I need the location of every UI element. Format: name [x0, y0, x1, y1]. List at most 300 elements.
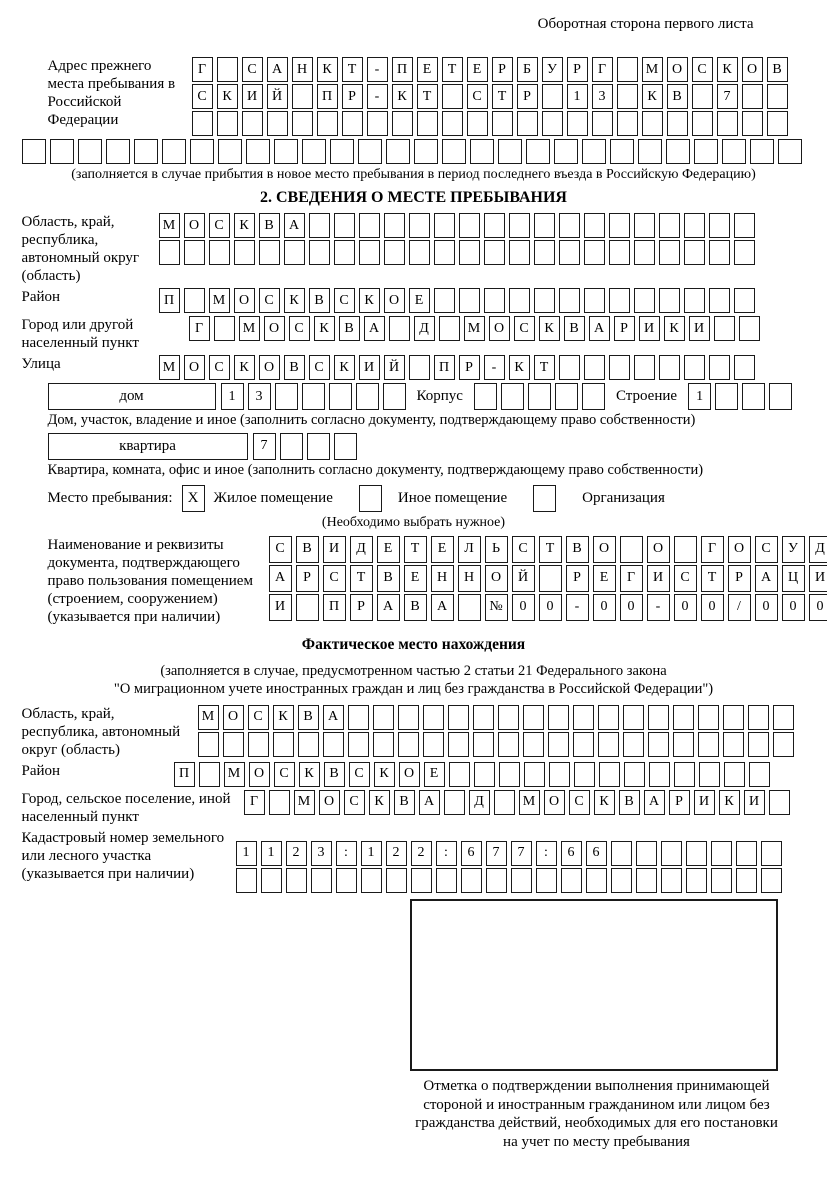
stamp-area — [410, 899, 784, 1152]
char-cell — [648, 732, 669, 757]
char-cell — [524, 762, 545, 787]
char-cell — [284, 240, 305, 265]
char-cell — [184, 288, 205, 313]
page-header-note: Оборотная сторона первого листа — [537, 16, 754, 32]
char-cell: П — [159, 288, 180, 313]
char-cell — [692, 111, 713, 136]
prev-address-grid — [192, 57, 806, 136]
char-cell: М — [198, 705, 219, 730]
district-row — [159, 288, 755, 313]
char-cell: О — [485, 565, 508, 592]
char-cell: 1 — [261, 841, 282, 866]
char-cell — [342, 111, 363, 136]
char-cell — [267, 111, 288, 136]
char-cell — [554, 139, 578, 164]
char-cell: К — [273, 705, 294, 730]
street-label: Улица — [21, 356, 61, 373]
char-cell — [259, 240, 280, 265]
char-cell — [449, 762, 470, 787]
fact-city-field — [22, 790, 806, 826]
char-cell — [302, 139, 326, 164]
char-cell: Р — [492, 57, 513, 82]
char-cell — [523, 705, 544, 730]
region-label: Область, край, республика, автономный округ (область) — [21, 214, 140, 285]
char-cell: П — [174, 762, 195, 787]
char-cell: И — [359, 355, 380, 380]
char-cell — [592, 111, 613, 136]
char-cell: : — [536, 841, 557, 866]
char-cell: О — [223, 705, 244, 730]
char-cell — [542, 84, 563, 109]
char-cell — [218, 139, 242, 164]
char-cell: Н — [431, 565, 454, 592]
char-cell — [356, 383, 379, 410]
char-cell: Н — [458, 565, 481, 592]
char-cell — [536, 868, 557, 893]
char-cell — [694, 139, 718, 164]
char-cell: Г — [592, 57, 613, 82]
char-cell — [358, 139, 382, 164]
char-cell — [584, 288, 605, 313]
char-cell — [348, 732, 369, 757]
char-cell — [609, 355, 630, 380]
apartment-type-box: квартира — [48, 433, 248, 460]
char-cell — [773, 705, 794, 730]
char-cell: В — [566, 536, 589, 563]
char-cell — [373, 705, 394, 730]
cadastral-row-1 — [236, 841, 806, 866]
char-cell: М — [159, 355, 180, 380]
char-cell — [459, 240, 480, 265]
char-cell — [634, 355, 655, 380]
char-cell: С — [344, 790, 365, 815]
char-cell: Д — [350, 536, 373, 563]
organization-label: Организация — [582, 490, 665, 507]
char-cell: О — [667, 57, 688, 82]
cadastral-row-2 — [236, 868, 806, 893]
char-cell: И — [242, 84, 263, 109]
char-cell — [459, 213, 480, 238]
char-cell: 0 — [674, 594, 697, 621]
char-cell: А — [364, 316, 385, 341]
char-cell: К — [642, 84, 663, 109]
fact-region-row-2 — [198, 732, 806, 757]
char-cell: 0 — [782, 594, 805, 621]
char-cell — [734, 240, 755, 265]
char-cell — [617, 84, 638, 109]
char-cell — [309, 213, 330, 238]
char-cell — [742, 383, 765, 410]
char-cell: П — [434, 355, 455, 380]
char-cell: Е — [593, 565, 616, 592]
char-cell: Т — [417, 84, 438, 109]
char-cell — [736, 868, 757, 893]
char-cell: О — [184, 355, 205, 380]
korpus-cells — [474, 383, 605, 410]
char-cell: 7 — [253, 433, 276, 460]
char-cell — [486, 868, 507, 893]
char-cell — [667, 111, 688, 136]
house-type-box: дом — [48, 383, 216, 410]
char-cell — [242, 111, 263, 136]
char-cell — [686, 868, 707, 893]
char-cell: 1 — [361, 841, 382, 866]
char-cell: К — [392, 84, 413, 109]
char-cell: 0 — [620, 594, 643, 621]
char-cell: К — [539, 316, 560, 341]
char-cell: И — [269, 594, 292, 621]
char-cell — [586, 868, 607, 893]
char-cell — [649, 762, 670, 787]
char-cell: О — [489, 316, 510, 341]
char-cell: К — [717, 57, 738, 82]
char-cell: А — [644, 790, 665, 815]
char-cell: Т — [350, 565, 373, 592]
char-cell — [673, 732, 694, 757]
char-cell: 7 — [717, 84, 738, 109]
char-cell — [423, 705, 444, 730]
char-cell: М — [224, 762, 245, 787]
char-cell — [534, 213, 555, 238]
char-cell: 7 — [511, 841, 532, 866]
char-cell: К — [234, 355, 255, 380]
prev-address-row-4 — [22, 139, 806, 164]
char-cell — [498, 139, 522, 164]
char-cell: Т — [442, 57, 463, 82]
char-cell — [409, 240, 430, 265]
char-cell — [548, 705, 569, 730]
char-cell: Ц — [782, 565, 805, 592]
char-cell: С — [692, 57, 713, 82]
char-cell: О — [647, 536, 670, 563]
char-cell — [711, 841, 732, 866]
char-cell — [539, 565, 562, 592]
char-cell: - — [647, 594, 670, 621]
char-cell — [307, 433, 330, 460]
char-cell — [78, 139, 102, 164]
char-cell — [659, 288, 680, 313]
prev-address-field — [22, 57, 806, 136]
char-cell — [434, 240, 455, 265]
char-cell — [348, 705, 369, 730]
char-cell — [750, 139, 774, 164]
char-cell: М — [239, 316, 260, 341]
char-cell — [684, 213, 705, 238]
ownership-document-label: Наименование и реквизиты документа, подтверждающего право пользования помещением (строением, сооружением) (указывается при наличии) — [47, 536, 253, 625]
char-cell — [549, 762, 570, 787]
char-cell: Л — [458, 536, 481, 563]
char-cell — [559, 240, 580, 265]
char-cell: Т — [342, 57, 363, 82]
char-cell: В — [339, 316, 360, 341]
char-cell: И — [639, 316, 660, 341]
char-cell — [734, 288, 755, 313]
char-cell: И — [689, 316, 710, 341]
actual-location-caption-2: "О миграционном учете иностранных граждан и лиц без гражданства в Российской Федерации") — [113, 680, 714, 697]
char-cell: Й — [267, 84, 288, 109]
char-cell — [769, 383, 792, 410]
char-cell: В — [619, 790, 640, 815]
char-cell — [198, 732, 219, 757]
char-cell: И — [323, 536, 346, 563]
organization-checkbox — [533, 485, 556, 512]
char-cell — [723, 732, 744, 757]
char-cell — [373, 732, 394, 757]
char-cell: Р — [459, 355, 480, 380]
char-cell: П — [323, 594, 346, 621]
char-cell: 6 — [561, 841, 582, 866]
char-cell: Е — [377, 536, 400, 563]
char-cell: В — [667, 84, 688, 109]
char-cell: К — [664, 316, 685, 341]
char-cell: Т — [492, 84, 513, 109]
char-cell — [484, 240, 505, 265]
char-cell — [761, 841, 782, 866]
char-cell — [334, 213, 355, 238]
char-cell — [698, 705, 719, 730]
char-cell — [474, 383, 497, 410]
char-cell: 3 — [248, 383, 271, 410]
char-cell — [499, 762, 520, 787]
char-cell: У — [542, 57, 563, 82]
char-cell — [636, 868, 657, 893]
actual-location-title: Фактическое место нахождения — [301, 635, 526, 653]
char-cell: 0 — [701, 594, 724, 621]
char-cell — [561, 868, 582, 893]
char-cell — [723, 705, 744, 730]
char-cell — [234, 240, 255, 265]
char-cell — [311, 868, 332, 893]
char-cell — [661, 868, 682, 893]
char-cell — [22, 139, 46, 164]
char-cell — [214, 316, 235, 341]
char-cell — [567, 111, 588, 136]
char-cell: С — [209, 213, 230, 238]
char-cell: И — [694, 790, 715, 815]
char-cell: К — [594, 790, 615, 815]
fact-district-row — [174, 762, 770, 787]
char-cell — [448, 705, 469, 730]
char-cell: О — [742, 57, 763, 82]
char-cell — [384, 240, 405, 265]
char-cell — [414, 139, 438, 164]
char-cell — [409, 213, 430, 238]
char-cell — [199, 762, 220, 787]
char-cell: Р — [517, 84, 538, 109]
char-cell: В — [296, 536, 319, 563]
char-cell: 6 — [461, 841, 482, 866]
char-cell: В — [298, 705, 319, 730]
char-cell — [659, 240, 680, 265]
char-cell — [717, 111, 738, 136]
char-cell — [501, 383, 524, 410]
char-cell: 2 — [411, 841, 432, 866]
char-cell: С — [309, 355, 330, 380]
char-cell — [709, 240, 730, 265]
char-cell: Т — [539, 536, 562, 563]
char-cell: М — [294, 790, 315, 815]
cadastral-field — [22, 829, 806, 893]
char-cell: / — [728, 594, 751, 621]
char-cell: 0 — [539, 594, 562, 621]
char-cell — [523, 732, 544, 757]
char-cell: - — [484, 355, 505, 380]
char-cell: С — [274, 762, 295, 787]
char-cell: Б — [517, 57, 538, 82]
char-cell — [559, 288, 580, 313]
char-cell: К — [299, 762, 320, 787]
char-cell — [767, 84, 788, 109]
char-cell — [184, 240, 205, 265]
char-cell — [492, 111, 513, 136]
char-cell: Й — [512, 565, 535, 592]
city-row — [189, 316, 760, 341]
char-cell: О — [728, 536, 751, 563]
char-cell: В — [284, 355, 305, 380]
char-cell — [134, 139, 158, 164]
char-cell — [334, 433, 357, 460]
char-cell — [386, 139, 410, 164]
char-cell — [448, 732, 469, 757]
char-cell — [769, 790, 790, 815]
char-cell: С — [514, 316, 535, 341]
char-cell: А — [284, 213, 305, 238]
stroenie-label: Строение — [615, 388, 678, 405]
prev-address-caption: (заполняется в случае прибытия в новое место пребывания в период последнего въезда в Российскую Федерацию) — [71, 167, 756, 182]
char-cell — [274, 139, 298, 164]
char-cell — [611, 841, 632, 866]
char-cell: К — [284, 288, 305, 313]
char-cell — [555, 383, 578, 410]
char-cell — [330, 139, 354, 164]
char-cell: А — [323, 705, 344, 730]
char-cell — [734, 213, 755, 238]
char-cell: К — [509, 355, 530, 380]
char-cell — [261, 868, 282, 893]
char-cell: О — [593, 536, 616, 563]
char-cell: Е — [467, 57, 488, 82]
char-cell — [559, 213, 580, 238]
char-cell — [473, 705, 494, 730]
char-cell — [334, 240, 355, 265]
char-cell: 7 — [486, 841, 507, 866]
char-cell: Г — [620, 565, 643, 592]
char-cell: К — [314, 316, 335, 341]
fact-district-label: Район — [21, 762, 61, 779]
char-cell — [302, 383, 325, 410]
char-cell — [459, 288, 480, 313]
char-cell: - — [566, 594, 589, 621]
char-cell — [190, 139, 214, 164]
char-cell: О — [399, 762, 420, 787]
char-cell: И — [744, 790, 765, 815]
char-cell: А — [431, 594, 454, 621]
char-cell: А — [377, 594, 400, 621]
char-cell — [617, 111, 638, 136]
char-cell — [582, 139, 606, 164]
char-cell — [309, 240, 330, 265]
char-cell: 1 — [221, 383, 244, 410]
other-premises-label: Иное помещение — [397, 490, 508, 507]
char-cell: К — [334, 355, 355, 380]
street-field — [22, 355, 806, 380]
char-cell — [442, 111, 463, 136]
char-cell — [748, 732, 769, 757]
char-cell — [367, 111, 388, 136]
char-cell — [648, 705, 669, 730]
char-cell — [573, 732, 594, 757]
char-cell: К — [369, 790, 390, 815]
char-cell — [610, 139, 634, 164]
char-cell — [684, 240, 705, 265]
char-cell — [659, 355, 680, 380]
char-cell — [526, 139, 550, 164]
char-cell: К — [234, 213, 255, 238]
apartment-caption: Квартира, комната, офис и иное (заполнить согласно документу, подтверждающему право собственности) — [47, 461, 704, 478]
prev-address-row-2 — [192, 84, 806, 109]
stamp-caption: Отметка о подтверждении выполнения принимающей стороной и иностранным гражданином или лицом без гражданства действий, необходимых для его постановки на учет по месту пребывания — [415, 1077, 778, 1151]
char-cell — [329, 383, 352, 410]
char-cell: 0 — [593, 594, 616, 621]
char-cell: С — [569, 790, 590, 815]
char-cell: О — [184, 213, 205, 238]
residential-checkbox: X — [182, 485, 205, 512]
char-cell — [609, 288, 630, 313]
char-cell — [461, 868, 482, 893]
char-cell — [686, 841, 707, 866]
char-cell — [709, 355, 730, 380]
char-cell — [673, 705, 694, 730]
char-cell — [742, 84, 763, 109]
char-cell: : — [436, 841, 457, 866]
char-cell — [749, 762, 770, 787]
char-cell: А — [269, 565, 292, 592]
char-cell: Е — [431, 536, 454, 563]
stay-type-label: Место пребывания: — [47, 490, 173, 507]
char-cell — [528, 383, 551, 410]
street-row — [159, 355, 755, 380]
actual-location-caption-1: (заполняется в случае, предусмотренном частью 2 статьи 21 Федерального закона — [160, 662, 667, 679]
char-cell — [439, 316, 460, 341]
char-cell: С — [323, 565, 346, 592]
char-cell: С — [242, 57, 263, 82]
char-cell — [292, 84, 313, 109]
char-cell — [470, 139, 494, 164]
char-cell — [217, 111, 238, 136]
char-cell: 0 — [512, 594, 535, 621]
char-cell — [715, 383, 738, 410]
char-cell — [674, 762, 695, 787]
char-cell: Р — [296, 565, 319, 592]
char-cell: 1 — [688, 383, 711, 410]
char-cell: 3 — [592, 84, 613, 109]
char-cell — [442, 139, 466, 164]
char-cell: В — [377, 565, 400, 592]
char-cell: Р — [728, 565, 751, 592]
char-cell: К — [217, 84, 238, 109]
char-cell — [661, 841, 682, 866]
char-cell — [442, 84, 463, 109]
char-cell: О — [259, 355, 280, 380]
char-cell: О — [544, 790, 565, 815]
char-cell: : — [336, 841, 357, 866]
char-cell: Н — [292, 57, 313, 82]
char-cell — [280, 433, 303, 460]
district-field — [22, 288, 806, 313]
char-cell: С — [467, 84, 488, 109]
char-cell — [474, 762, 495, 787]
char-cell: А — [267, 57, 288, 82]
